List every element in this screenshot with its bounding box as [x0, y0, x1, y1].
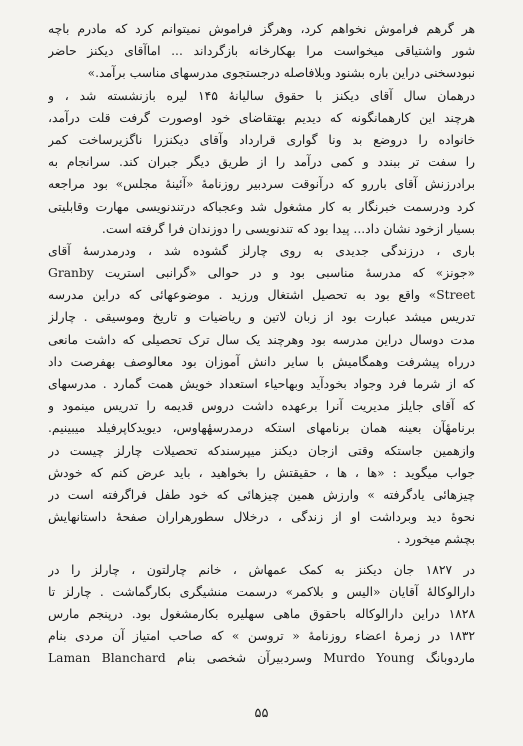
text-line: ۱۸۲۸ دراین دارالوکاله باحقوق ماهی سهلیره بکارمشغول بود. درپنجم مارس: [48, 606, 475, 621]
text-line: ۱۸۳۲ در زمرهٔ اعضاء روزنامهٔ « تروسن » که صاحب امتیاز آن مردی بنام: [48, 629, 475, 644]
text-line: نبودسخنی دراین باره بشنود وبلافاصله درجستجوی مدرسهای مناسب برآمد.»: [87, 66, 475, 81]
text-line: تدریس میشد عبارت بود از زبان لاتین و ریاضیات و تاریخ وموسیقی . چارلز: [48, 310, 475, 325]
text-line: بچشم میخورد .: [396, 532, 475, 547]
text-line: خانواده را دروضع بد ونا گواری قرارداد وآقای دیکنزرا ناگزیرساخت کمر: [48, 132, 475, 147]
text-line: برادرزنش آقای باررو که درآنوقت سردبیر روزنامهٔ «آئینهٔ مجلس» بود مراجعه: [48, 177, 475, 192]
text-line: Street» واقع بود به تحصیل اشتغال ورزید . موضوعهائی که دراین مدرسه: [48, 288, 475, 303]
text-line: برنامهٔآن بعینه همان برنامهای استکه درمدرسهٔهاوس، دیویدکاپرفیلد میبینیم.: [48, 421, 475, 436]
text-line: هرچند این کارهمانگونه که دیدیم بهتقاضای خود اوصورت گرفت قلت درآمد،: [48, 110, 475, 125]
text-line: درهمان سال آقای دیکنز با حقوق سالیانهٔ ۱۴۵ لیره بازنشسته شد ، و: [48, 88, 475, 103]
text-line: که آقای جایلز مدیریت آنرا برعهده داشت دروس قدیمه را تدریس مینمود و: [48, 399, 475, 414]
text-line: هر گرهم فراموش نخواهم کرد، وهرگز فراموش نمیتوانم کرد که مادرم باچه: [48, 22, 475, 36]
text-line: نحوهٔ دید وبرداشت او از زندگی ، درخلال سطورهراران صفحهٔ داستانهایش: [48, 510, 475, 525]
paragraph-3: [48, 240, 475, 551]
text-line: بسیار ازخود نشان داد... پیدا بود که تندنویسی را دوزندان فرا گرفته است.: [101, 221, 475, 236]
text-line: مدت دوسال دراین مدرسه بود وهرچند یک سال ترک تحصیلی که داشت مانعی: [48, 332, 475, 347]
text-line: کرد ودرسمت خبرنگار به کار مشغول شد وعجباکه درتندنویسی مهارت وقابلیتی: [48, 199, 475, 214]
text-line: را سفت تر ببندد و کمی درآمد را از طریق دیگر جبران کند. سرانجام به: [48, 155, 475, 170]
text-line: که از شرما فرد وجواد بخودآید وبهاحیاء استعداد خویش همت گمارد . مدرسهای: [48, 377, 475, 391]
text-line: باری ، درزندگی جدیدی به روی چارلز گشوده شد ، ودرمدرسهٔ آقای: [48, 243, 475, 258]
paragraph-2: [48, 85, 475, 240]
text-line: جواب میگوید : «ها ، ها ، حقیقتش را بخواهید ، باید عرض کنم که خودش: [48, 465, 475, 480]
text-line: وازهمین جاستکه وقتی ازجان دیکنز میپرسندکه تحصیلات چارلز چیست در: [48, 443, 475, 458]
text-line: درراه پیشرفت وهمگامیش با سایر دانش آموزان بود معالوصف بهفرصت داد: [48, 354, 475, 369]
text-line: شور واشتیاقی میخواست مرا بهکارخانه بازگرداند ... اماآقای دیکنز حاضر: [48, 44, 475, 59]
paragraph-1: [48, 18, 475, 85]
text-line: دارالوکالهٔ آقایان «الیس و بلاکمر» درسمت منشیگری بکارگماشت . چارلز تا: [48, 584, 475, 599]
text-line: «جونز» که مدرسهٔ مناسبی بود و در حوالی «گرانبی استریت Granby: [48, 266, 475, 281]
page-number: ۵۵: [254, 706, 269, 721]
text-line: در ۱۸۲۷ جان دیکنز به کمک عمهاش ، خانم چارلتون ، چارلز را در: [48, 562, 475, 577]
paragraph-4: [48, 559, 475, 670]
text-line: ماردوبانگ Murdo Young وسردبیرآن شخصی بنام Laman Blanchard: [48, 651, 475, 666]
text-line: چیزهائی یادگرفته » وارزش همین چیزهائی که خود طفل فراگرفته است در: [48, 487, 475, 502]
